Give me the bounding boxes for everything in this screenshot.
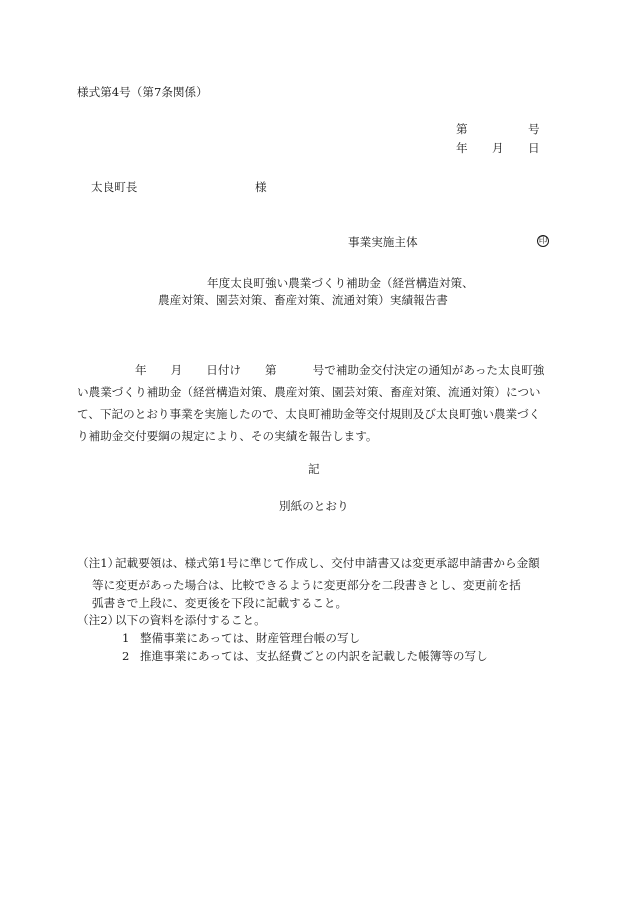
body-line-3: て、下記のとおり事業を実施したので、太良町補助金等交付規則及び太良町強い農業づく xyxy=(77,407,541,421)
body-line-4: り補助金交付要綱の規定により、その実績を報告します。 xyxy=(77,429,378,443)
note-2-text: 以下の資料を添付すること。 xyxy=(115,613,266,627)
list-item-number: 2 xyxy=(122,649,130,663)
note-1-label: （注1） xyxy=(77,556,120,570)
date-year: 年 xyxy=(456,141,468,155)
seal-mark: 印 xyxy=(538,235,548,246)
body-line-2: い農業づくり補助金（経営構造対策、農産対策、園芸対策、畜産対策、流通対策）につい xyxy=(77,385,541,399)
note-2 xyxy=(77,615,266,627)
note-1 xyxy=(77,558,540,570)
ki-heading: 記 xyxy=(308,462,320,476)
list-item-text: 推進事業にあっては、支払経費ごとの内訳を記載した帳簿等の写し xyxy=(140,649,488,663)
bessi-text: 別紙のとおり xyxy=(279,499,349,513)
body-line-1 xyxy=(77,365,544,377)
note-1-line3: 弧書きで上段に、変更後を下段に記載すること。 xyxy=(92,596,348,610)
note-1-line1: 記載要領は、様式第1号に準じて作成し、交付申請書又は変更承認申請書から金額 xyxy=(115,556,540,570)
list-item xyxy=(122,651,488,663)
list-item-number: 1 xyxy=(122,631,130,645)
form-number: 様式第4号（第7条関係） xyxy=(77,85,208,99)
note-2-label: （注2） xyxy=(77,613,120,627)
list-item-text: 整備事業にあっては、財産管理台帳の写し xyxy=(140,631,361,645)
body-year: 年 xyxy=(135,363,147,377)
number-go: 号 xyxy=(528,122,540,136)
date-day: 日 xyxy=(528,141,540,155)
body-month: 月 xyxy=(170,363,183,377)
number-dai: 第 xyxy=(456,122,468,136)
list-item xyxy=(122,633,360,645)
document-title-line2: 農産対策、園芸対策、畜産対策、流通対策）実績報告書 xyxy=(158,293,448,307)
addressee-honorific: 様 xyxy=(255,180,267,194)
body-line1-rest: 号で補助金交付決定の通知があった太良町強 xyxy=(312,363,545,377)
implementer-label: 事業実施主体 xyxy=(348,235,418,249)
body-date: 日付け xyxy=(206,363,242,377)
note-1-line2: 等に変更があった場合は、比較できるように変更部分を二段書きとし、変更前を括 xyxy=(92,578,521,592)
date-month: 月 xyxy=(492,141,504,155)
addressee-name: 太良町長 xyxy=(91,180,138,194)
body-dai: 第 xyxy=(265,363,277,377)
document-title-line1: 年度太良町強い農業づくり補助金（経営構造対策、 xyxy=(207,276,474,290)
